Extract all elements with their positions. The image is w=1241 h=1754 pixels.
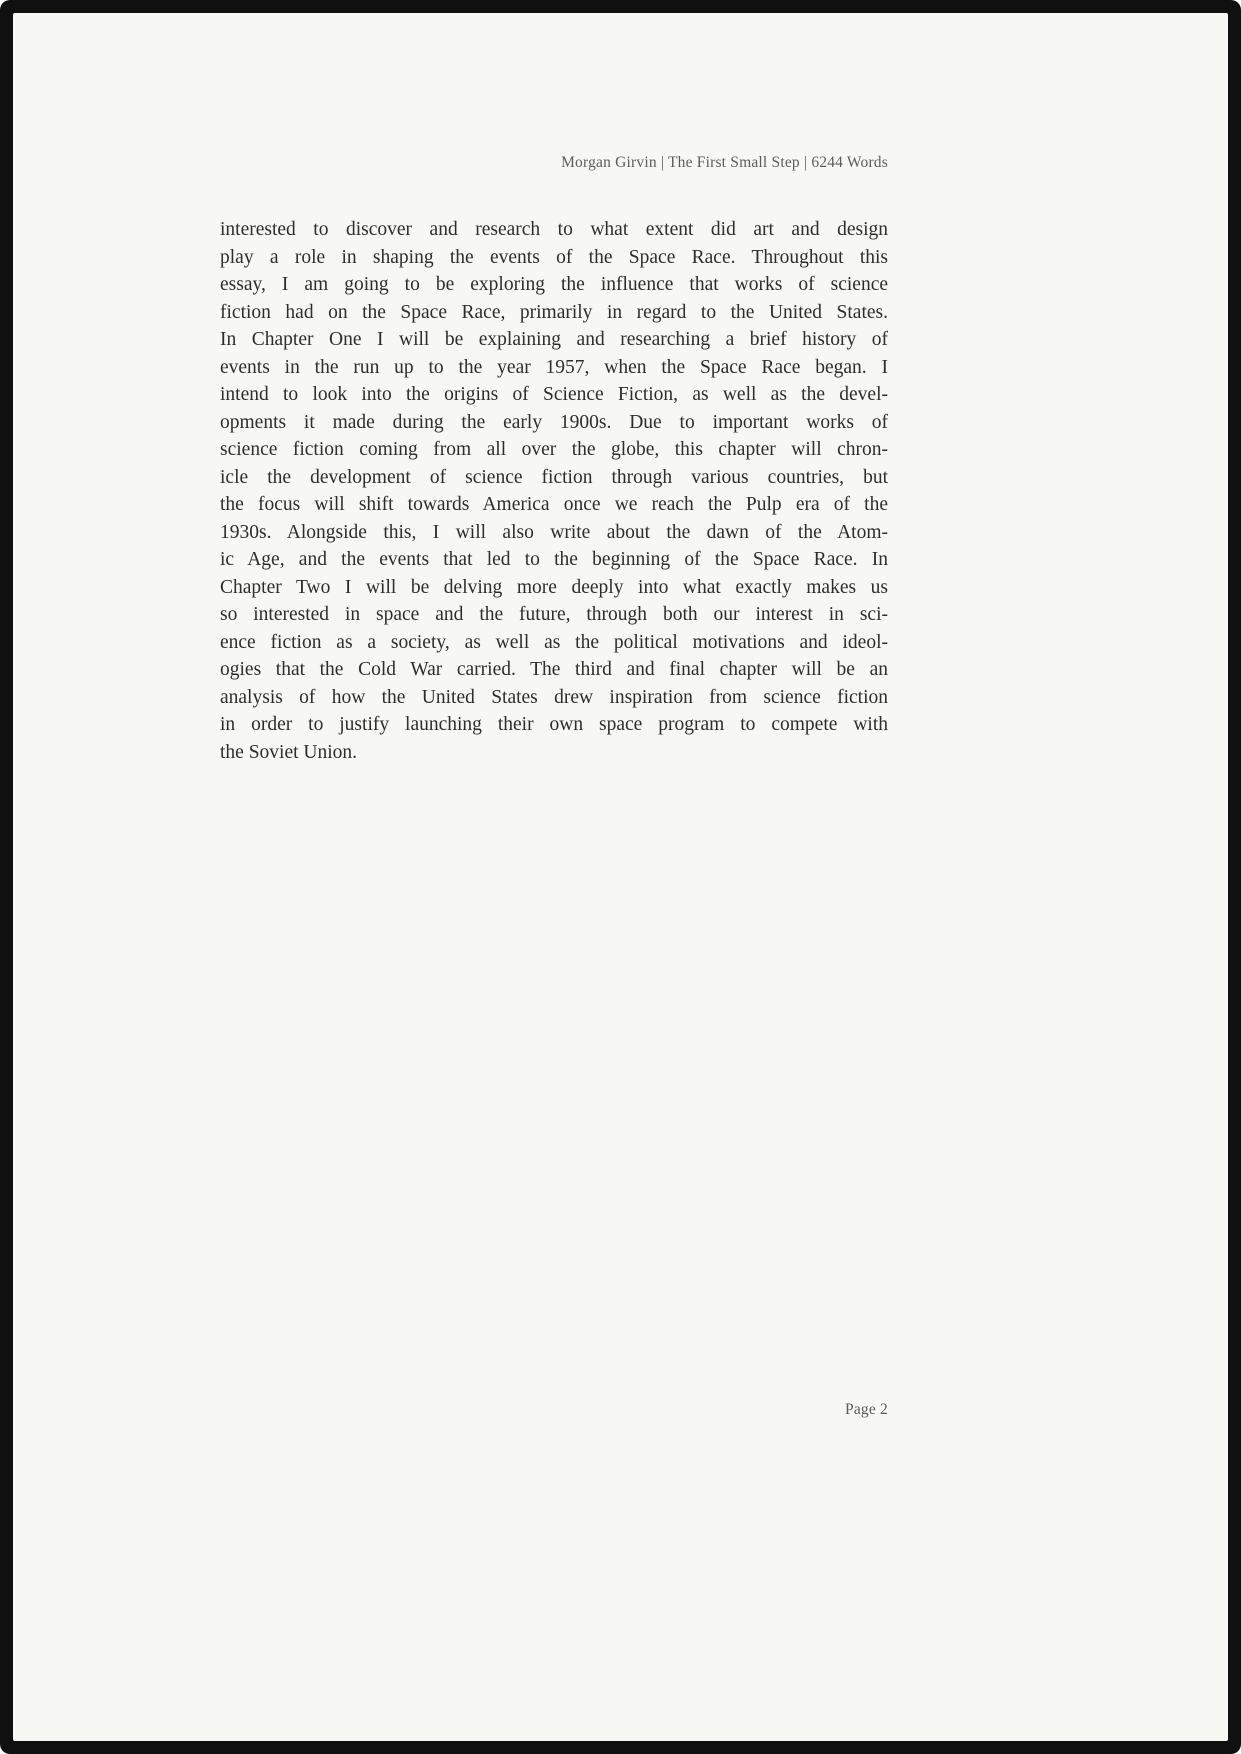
document-page: [13, 13, 1228, 1741]
text-line: icle the development of science fiction through various countries, but: [220, 466, 888, 488]
text-line: science fiction coming from all over the globe, this chapter will chron-: [220, 439, 888, 460]
text-line: interested to discover and research to what extent did art and design: [220, 219, 888, 240]
text-line: analysis of how the United States drew inspiration from science fiction: [220, 686, 888, 708]
text-line: ic Age, and the events that led to the beginning of the Space Race. In: [220, 549, 888, 570]
text-column: [220, 13, 888, 1741]
text-line: the focus will shift towards America once we reach the Pulp era of the: [220, 494, 888, 515]
essay-paragraph: [220, 216, 888, 766]
text-line: the Soviet Union.: [220, 741, 358, 763]
page-number: Page 2: [845, 1401, 888, 1418]
text-line: so interested in space and the future, through both our interest in sci-: [220, 604, 888, 625]
text-line: events in the run up to the year 1957, when the Space Race began. I: [220, 356, 888, 378]
text-line: intend to look into the origins of Science Fiction, as well as the devel-: [220, 384, 888, 405]
text-line: ence fiction as a society, as well as the political motivations and ideol-: [220, 631, 888, 653]
text-line: essay, I am going to be exploring the influence that works of science: [220, 274, 888, 295]
text-line: 1930s. Alongside this, I will also write about the dawn of the Atom-: [220, 521, 888, 543]
text-line: in order to justify launching their own space program to compete with: [220, 714, 888, 735]
text-line: fiction had on the Space Race, primarily in regard to the United States.: [220, 301, 888, 323]
text-line: opments it made during the early 1900s. Due to important works of: [220, 411, 888, 433]
text-line: In Chapter One I will be explaining and researching a brief history of: [220, 329, 888, 350]
text-line: ogies that the Cold War carried. The third and final chapter will be an: [220, 659, 888, 680]
text-line: Chapter Two I will be delving more deeply into what exactly makes us: [220, 576, 888, 598]
text-line: play a role in shaping the events of the Space Race. Throughout this: [220, 246, 888, 268]
running-header: Morgan Girvin | The First Small Step | 6244 Words: [561, 154, 888, 171]
